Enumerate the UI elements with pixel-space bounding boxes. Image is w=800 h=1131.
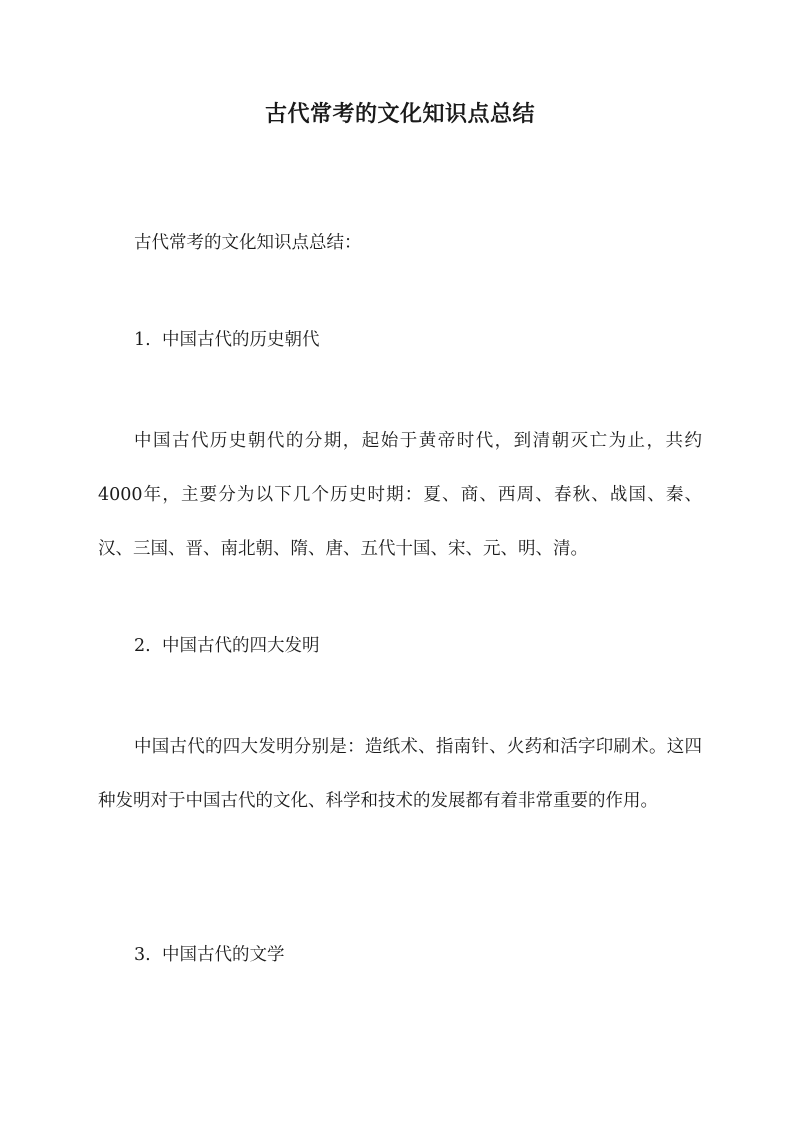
section-heading-text-2: 中国古代的四大发明: [162, 636, 320, 656]
section-heading-1: [134, 322, 694, 358]
section-body-1: 中国古代历史朝代的分期，起始于黄帝时代，到清朝灭亡为止，共约4000年，主要分为以下几个历史时期：夏、商、西周、春秋、战国、秦、汉、三国、晋、南北朝、隋、唐、五代十国、宋、元、明、清。: [98, 431, 702, 559]
section-number-2: 2.: [134, 636, 151, 656]
section-heading-2: [134, 628, 694, 664]
section-heading-text-1: 中国古代的历史朝代: [162, 330, 320, 350]
intro-paragraph: 古代常考的文化知识点总结：: [134, 233, 362, 253]
section-number-1: 1.: [134, 330, 151, 350]
section-number-3: 3.: [134, 945, 151, 965]
section-heading-text-3: 中国古代的文学: [162, 945, 285, 965]
section-heading-3: [134, 937, 694, 973]
section-body-2: 中国古代的四大发明分别是：造纸术、指南针、火药和活字印刷术。这四种发明对于中国古代的文化、科学和技术的发展都有着非常重要的作用。: [98, 737, 702, 811]
document-title: 古代常考的文化知识点总结: [264, 101, 535, 127]
